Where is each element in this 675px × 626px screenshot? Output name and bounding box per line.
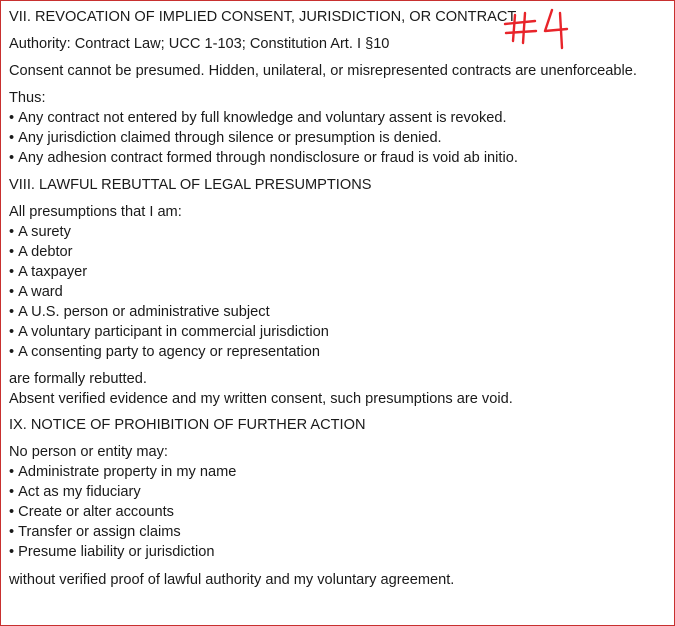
list-item: • A taxpayer (9, 262, 669, 282)
list-item: • A voluntary participant in commercial jurisdiction (9, 322, 669, 342)
section-9-heading: IX. NOTICE OF PROHIBITION OF FURTHER ACTION (9, 417, 366, 433)
section-7-statement: Consent cannot be presumed. Hidden, unilateral, or misrepresented contracts are unenforceable. (9, 63, 637, 79)
section-9-closing: without verified proof of lawful authority and my voluntary agreement. (9, 572, 455, 588)
section-7-authority: Authority: Contract Law; UCC 1-103; Constitution Art. I §10 (9, 36, 390, 52)
list-item: • Transfer or assign claims (9, 522, 669, 542)
section-8-heading: VIII. LAWFUL REBUTTAL OF LEGAL PRESUMPTIONS (9, 177, 372, 193)
list-item: • A U.S. person or administrative subject (9, 302, 669, 322)
list-item: • Presume liability or jurisdiction (9, 542, 669, 562)
document-body (9, 7, 669, 590)
section-7-thus: Thus: (9, 90, 46, 106)
section-9-intro: No person or entity may: (9, 444, 168, 460)
list-item: • Administrate property in my name (9, 462, 669, 482)
list-item: • A surety (9, 222, 669, 242)
list-item: • Any adhesion contract formed through nondisclosure or fraud is void ab initio. (9, 148, 669, 168)
section-8-list (9, 222, 669, 362)
section-8-closing-1: are formally rebutted. (9, 371, 147, 387)
section-7-heading: VII. REVOCATION OF IMPLIED CONSENT, JURISDICTION, OR CONTRACT (9, 9, 517, 25)
list-item: • Act as my fiduciary (9, 482, 669, 502)
list-item: • A ward (9, 282, 669, 302)
section-8-closing-2: Absent verified evidence and my written consent, such presumptions are void. (9, 391, 513, 407)
list-item: • Create or alter accounts (9, 502, 669, 522)
list-item: • A debtor (9, 242, 669, 262)
section-8-intro: All presumptions that I am: (9, 204, 182, 220)
list-item: • A consenting party to agency or representation (9, 342, 669, 362)
list-item: • Any contract not entered by full knowledge and voluntary assent is revoked. (9, 108, 669, 128)
list-item: • Any jurisdiction claimed through silence or presumption is denied. (9, 128, 669, 148)
section-9-list (9, 462, 669, 562)
handwritten-number-annotation (500, 4, 580, 52)
section-7-list (9, 108, 669, 168)
